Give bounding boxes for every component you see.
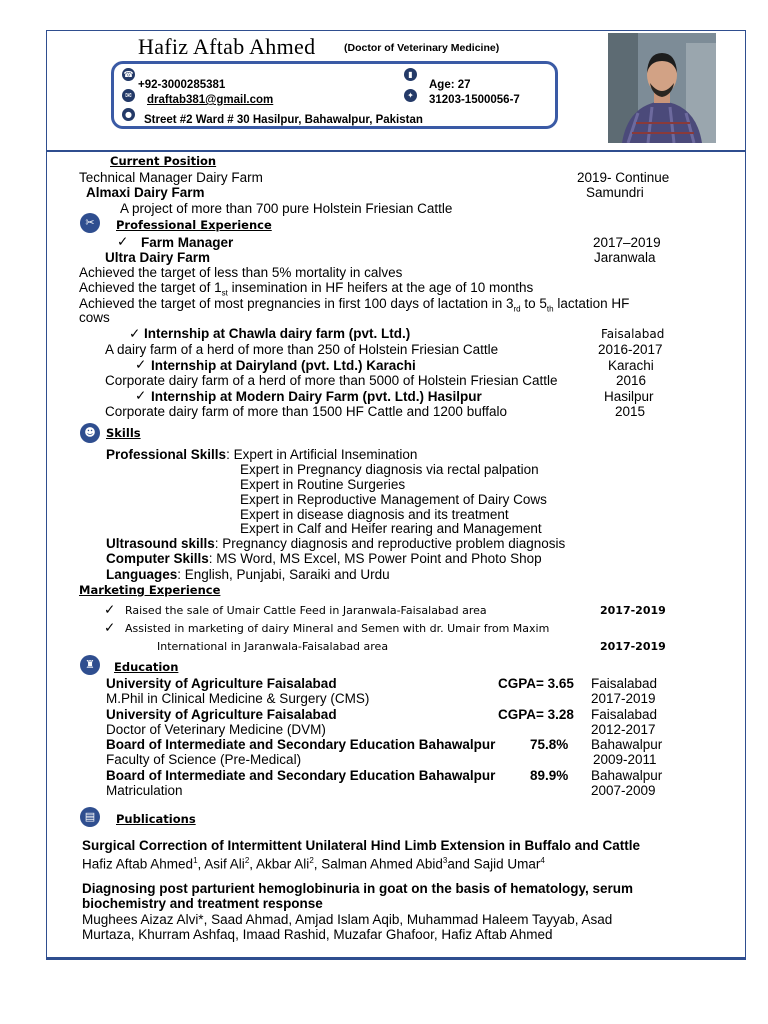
marketing-item-2-cont: International in Jaranwala-Faisalabad area <box>157 640 389 653</box>
experience-location: Jaranwala <box>594 250 656 265</box>
pub-2-authors-line-1: Mughees Aizaz Alvi*, Saad Ahmad, Amjad Islam Aqib, Muhammad Haleem Tayyab, Asad <box>82 912 613 927</box>
achievement-3-cont: cows <box>79 310 110 325</box>
id-card-icon: ✦ <box>404 89 417 102</box>
marketing-item-1-period: 2017-2019 <box>600 604 666 617</box>
internship-2-location: Karachi <box>608 358 654 373</box>
education-heading: Education <box>114 660 179 674</box>
current-role: Technical Manager Dairy Farm <box>79 170 263 185</box>
pub-2-title-line-1: Diagnosing post parturient hemoglobinuria in goat on the basis of hematology, serum <box>82 881 634 896</box>
edu-4-period: 2007-2009 <box>591 783 656 798</box>
skills-heading: Skills <box>106 426 141 440</box>
current-company: Almaxi Dairy Farm <box>86 185 205 200</box>
experience-role: Farm Manager <box>141 235 234 250</box>
marketing-item-2-period: 2017-2019 <box>600 640 666 653</box>
edu-3-degree: Faculty of Science (Pre-Medical) <box>106 752 302 767</box>
email-link[interactable]: draftab381@gmail.com <box>147 94 274 106</box>
experience-heading: Professional Experience <box>116 218 272 232</box>
marketing-item-1: Raised the sale of Umair Cattle Feed in Jaranwala-Faisalabad area <box>125 604 487 617</box>
edu-2-institute: University of Agriculture Faisalabad <box>106 707 337 722</box>
professional-skill-4: Expert in Reproductive Management of Dairy Cows <box>240 492 547 507</box>
edu-4-location: Bahawalpur <box>591 768 663 783</box>
edu-1-degree: M.Phil in Clinical Medicine & Surgery (CMS) <box>106 691 370 706</box>
current-position-heading: Current Position <box>110 154 217 168</box>
internship-2-title: Internship at Dairyland (pvt. Ltd.) Karachi <box>151 358 416 373</box>
age: Age: 27 <box>429 79 471 91</box>
publications-heading: Publications <box>116 812 196 826</box>
checkmark-icon: ✓ <box>129 326 141 341</box>
edu-4-score: 89.9% <box>530 768 569 783</box>
edu-1-location: Faisalabad <box>591 676 658 691</box>
professional-skill-6: Expert in Calf and Heifer rearing and Management <box>240 521 542 536</box>
professional-skills-line: Professional Skills: Expert in Artificial Insemination <box>106 447 418 462</box>
current-description: A project of more than 700 pure Holstein Friesian Cattle <box>120 201 453 216</box>
professional-skill-2: Expert in Pregnancy diagnosis via rectal palpation <box>240 462 539 477</box>
achievement-3: Achieved the target of most pregnancies in first 100 days of lactation in $3_{rd}$ to $5_{th}$ lactation HF <box>79 296 630 314</box>
internship-3-location: Hasilpur <box>604 389 654 404</box>
languages: Languages: English, Punjabi, Saraiki and Urdu <box>106 567 390 582</box>
achievement-2: Achieved the target of $1_{st}$ insemination in HF heifers at the age of 10 months <box>79 280 534 298</box>
edu-2-period: 2012-2017 <box>591 722 656 737</box>
phone-icon: ☎ <box>123 70 134 79</box>
experience-period: 2017–2019 <box>593 235 661 250</box>
edu-2-score: CGPA= 3.28 <box>498 707 574 722</box>
cnic-number: 31203-1500056-7 <box>429 94 520 106</box>
ultrasound-skills: Ultrasound skills: Pregnancy diagnosis and reproductive problem diagnosis <box>106 536 566 551</box>
bottom-rule <box>46 957 746 960</box>
edu-1-score: CGPA= 3.65 <box>498 676 574 691</box>
edu-3-location: Bahawalpur <box>591 737 663 752</box>
checkmark-icon: ✓ <box>104 620 116 635</box>
internship-3-title: Internship at Modern Dairy Farm (pvt. Ltd.) Hasilpur <box>151 389 482 404</box>
internship-1-description: A dairy farm of a herd of more than 250 of Holstein Friesian Cattle <box>105 342 499 357</box>
professional-skill-3: Expert in Routine Surgeries <box>240 477 406 492</box>
current-location: Samundri <box>586 185 644 200</box>
pub-2-title-line-2: biochemistry and treatment response <box>82 896 323 911</box>
edu-2-degree: Doctor of Veterinary Medicine (DVM) <box>106 722 326 737</box>
age-icon: ▮ <box>404 68 417 81</box>
internship-1-title: Internship at Chawla dairy farm (pvt. Ltd.) <box>144 326 411 341</box>
edu-1-institute: University of Agriculture Faisalabad <box>106 676 337 691</box>
computer-skills: Computer Skills: MS Word, MS Excel, MS Power Point and Photo Shop <box>106 551 542 566</box>
phone-number: +92-3000285381 <box>138 79 226 91</box>
location-icon: ● <box>122 108 135 121</box>
internship-1-location: Faisalabad <box>601 327 665 341</box>
pub-2-authors-line-2: Murtaza, Khurram Ashfaq, Imaad Rashid, Muzafar Ghafoor, Hafiz Aftab Ahmed <box>82 927 553 942</box>
edu-2-location: Faisalabad <box>591 707 658 722</box>
edu-3-score: 75.8% <box>530 737 569 752</box>
checkmark-icon: ✓ <box>135 388 147 403</box>
edu-3-institute: Board of Intermediate and Secondary Education Bahawalpur <box>106 737 496 752</box>
marketing-item-2: Assisted in marketing of dairy Mineral and Semen with dr. Umair from Maxim <box>125 622 550 635</box>
internship-3-description: Corporate dairy farm of more than 1500 HF Cattle and 1200 buffalo <box>105 404 507 419</box>
checkmark-icon: ✓ <box>135 357 147 372</box>
edu-3-period: 2009-2011 <box>593 752 657 767</box>
internship-3-period: 2015 <box>615 404 646 419</box>
achievement-1: Achieved the target of less than 5% mortality in calves <box>79 265 403 280</box>
current-period: 2019- Continue <box>577 170 670 185</box>
checkmark-icon: ✓ <box>104 602 116 617</box>
edu-1-period: 2017-2019 <box>591 691 656 706</box>
pub-1-authors: Hafiz Aftab Ahmed$^1$, Asif Ali$^2$, Akbar Ali$^2$, Salman Ahmed Abid$^3$and Sajid Umar$^4$ <box>82 856 545 872</box>
header-divider <box>46 150 746 152</box>
marketing-heading: Marketing Experience <box>79 583 221 597</box>
person-icon: ☻ <box>80 423 100 443</box>
edu-4-degree: Matriculation <box>106 783 183 798</box>
pub-1-title: Surgical Correction of Intermittent Unilateral Hind Limb Extension in Buffalo and Cattle <box>82 838 641 853</box>
internship-2-description: Corporate dairy farm of a herd of more than 5000 of Holstein Friesian Cattle <box>105 373 558 388</box>
tools-icon: ✂ <box>80 213 100 233</box>
edu-4-institute: Board of Intermediate and Secondary Education Bahawalpur <box>106 768 496 783</box>
internship-1-period: 2016-2017 <box>598 342 663 357</box>
email-icon: ✉ <box>122 89 135 102</box>
cv-name: Hafiz Aftab Ahmed <box>138 34 316 59</box>
professional-skill-5: Expert in disease diagnosis and its treatment <box>240 507 509 522</box>
address: Street #2 Ward # 30 Hasilpur, Bahawalpur, Pakistan <box>144 114 423 126</box>
profile-photo <box>608 33 716 143</box>
checkmark-icon: ✓ <box>117 234 129 249</box>
book-icon: ▤ <box>80 807 100 827</box>
graduation-cap-icon: ♜ <box>80 655 100 675</box>
internship-2-period: 2016 <box>616 373 647 388</box>
experience-company: Ultra Dairy Farm <box>105 250 211 265</box>
cv-title: (Doctor of Veterinary Medicine) <box>344 42 500 54</box>
